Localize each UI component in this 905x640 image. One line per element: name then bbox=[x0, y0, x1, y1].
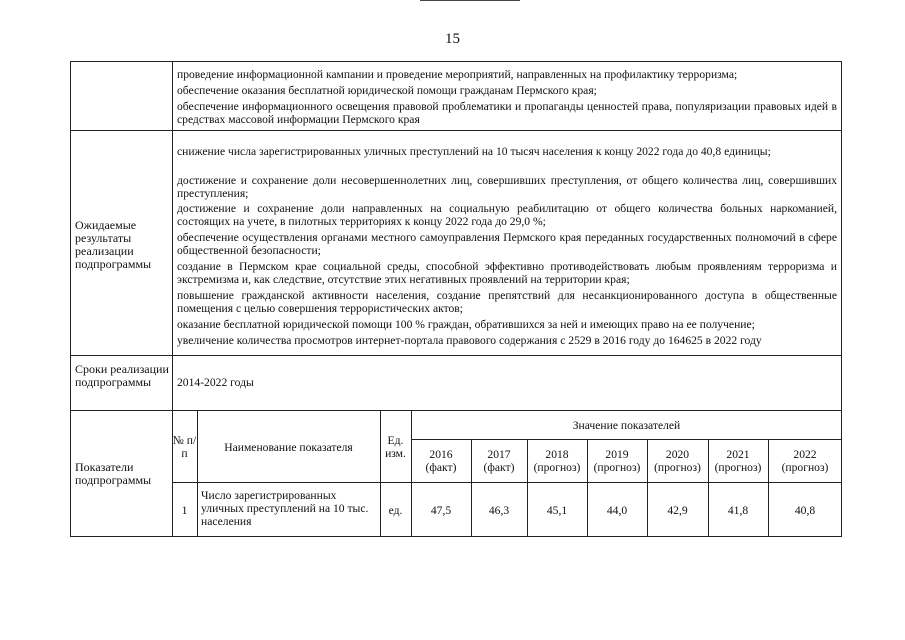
year-header: 2017 (факт) bbox=[483, 448, 515, 474]
year-header: 2019 (прогноз) bbox=[593, 448, 641, 474]
top-rule bbox=[420, 0, 520, 1]
year-header: 2021 (прогноз) bbox=[714, 448, 762, 474]
col-divider bbox=[380, 410, 381, 537]
result-item: создание в Пермском крае социальной среды, способной эффективно противодействовать любым проявлениям терроризма и экстремизма и, как следствие, отсутствие этих негативных проявлений на территории края; bbox=[177, 260, 837, 286]
result-item: достижение и сохранение доли несовершеннолетних лиц, совершивших преступления, от общего количества лиц, совершивших преступления; bbox=[177, 174, 837, 200]
row-divider bbox=[70, 355, 842, 356]
indicator-unit: ед. bbox=[388, 504, 403, 517]
indicator-value: 46,3 bbox=[488, 504, 510, 517]
header-values: Значение показателей bbox=[572, 419, 681, 432]
result-item: оказание бесплатной юридической помощи 100 % граждан, обратившихся за ней и имеющих право на ее получение; bbox=[177, 318, 755, 331]
year-header: 2016 (факт) bbox=[425, 448, 457, 474]
year-header: 2018 (прогноз) bbox=[533, 448, 581, 474]
indicator-value: 44,0 bbox=[606, 504, 628, 517]
expected-results-label: Ожидаемые результаты реализации подпрограммы bbox=[75, 218, 152, 271]
result-item: повышение гражданской активности населения, создание препятствий для несанкционированного доступа в общественные помещения с целью совершения террористических актов; bbox=[177, 289, 837, 315]
indicators-label: Показатели подпрограммы bbox=[75, 460, 152, 487]
indicator-value: 40,8 bbox=[794, 504, 816, 517]
result-item: увеличение количества просмотров интернет-портала правового содержания с 2529 в 2016 году до 164625 в 2022 году bbox=[177, 334, 762, 347]
values-header-divider bbox=[411, 439, 842, 440]
row-divider bbox=[70, 130, 842, 131]
measure-item: проведение информационной кампании и проведение мероприятий, направленных на профилактику терроризма; bbox=[177, 68, 738, 81]
col-divider bbox=[197, 410, 198, 537]
header-name: Наименование показателя bbox=[224, 441, 353, 454]
terms-label: Сроки реализации подпрограммы bbox=[75, 362, 169, 389]
header-row-divider bbox=[172, 482, 842, 483]
page-number: 15 bbox=[445, 31, 460, 47]
year-header: 2022 (прогноз) bbox=[781, 448, 829, 474]
header-unit: Ед. изм. bbox=[385, 434, 406, 460]
year-header: 2020 (прогноз) bbox=[654, 448, 701, 474]
terms-value: 2014-2022 годы bbox=[177, 376, 254, 389]
indicator-value: 47,5 bbox=[430, 504, 452, 517]
indicator-value: 42,9 bbox=[667, 504, 688, 517]
result-item: обеспечение осуществления органами местного самоуправления Пермского края переданных государственных полномочий в сфере общественной безопасности; bbox=[177, 231, 837, 257]
measure-item: обеспечение оказания бесплатной юридической помощи гражданам Пермского края; bbox=[177, 84, 597, 97]
header-num: № п/п bbox=[172, 434, 197, 460]
indicator-value: 45,1 bbox=[546, 504, 568, 517]
row-divider bbox=[70, 410, 842, 411]
result-item: снижение числа зарегистрированных уличных преступлений на 10 тысяч населения к концу 2022 года до 40,8 единицы; bbox=[177, 145, 771, 158]
measure-item: обеспечение информационного освещения правовой проблематики и пропаганды ценностей права, популяризации правовых идей в средствах массовой информации Пермского края bbox=[177, 100, 837, 126]
indicator-value: 41,8 bbox=[727, 504, 749, 517]
indicator-name: Число зарегистрированных уличных преступлений на 10 тыс. населения bbox=[201, 489, 369, 528]
row-num: 1 bbox=[181, 504, 188, 517]
result-item: достижение и сохранение доли направленных на социальную реабилитацию от общего количества больных наркоманией, состоящих на учете, в пилотных территориях к концу 2022 года до 29,0 %; bbox=[177, 202, 837, 228]
